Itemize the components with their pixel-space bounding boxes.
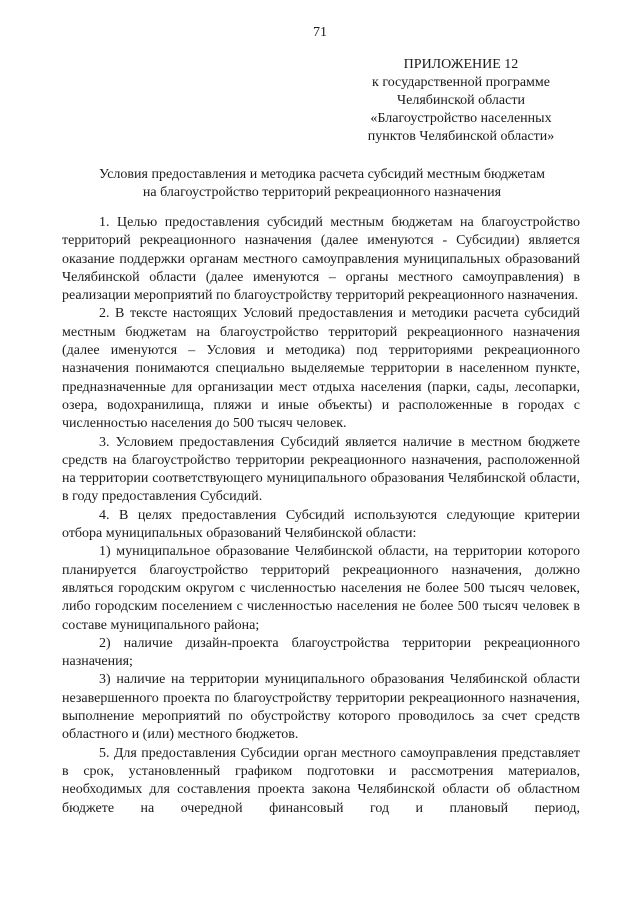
title-line: Условия предоставления и методика расчета субсидий местным бюджетам [98,167,545,182]
appendix-line: пунктов Челябинской области» [367,129,555,144]
document-body [62,214,580,818]
appendix-block [345,56,577,146]
criterion-1: 1) муниципальное образование Челябинской области, на территории которого планируется благоустройство территорий рекреационного назначения, должно являться городским округом с численностью населения не более 500 тысяч человек, либо городским поселением с численностью населения не более 500 тысяч человек в составе муниципального района; [62,544,580,633]
appendix-heading: ПРИЛОЖЕНИЕ 12 [403,57,519,72]
paragraph-5: 5. Для предоставления Субсидии орган местного самоуправления представляет в срок, установленный графиком подготовки и рассмотрения материалов, необходимых для составления проекта закона Челябинской области об областном бюджете на очередной финансовый год и плановый период, [62,745,580,816]
title-line: на благоустройство территорий рекреационного назначения [142,185,502,200]
appendix-line: «Благоустройство населенных [370,111,552,126]
criterion-2: 2) наличие дизайн-проекта благоустройства территории рекреационного назначения; [62,635,580,670]
appendix-line: Челябинской области [397,93,525,108]
document-title [62,166,582,202]
page-number: 71 [313,25,327,40]
paragraph-3: 3. Условием предоставления Субсидий является наличие в местном бюджете средств на благоустройство территории рекреационного назначения, расположенной на территории соответствующего муниципального образования Челябинской области, в году предоставления Субсидий. [62,434,580,505]
paragraph-4: 4. В целях предоставления Субсидий используются следующие критерии отбора муниципальных образований Челябинской области: [62,507,580,542]
criterion-3: 3) наличие на территории муниципального образования Челябинской области незавершенного проекта по благоустройству территории рекреационного назначения, выполнение мероприятий по обустройству которого проводилось за счет средств областного и (или) местного бюджетов. [62,672,580,743]
paragraph-2: 2. В тексте настоящих Условий предоставления и методики расчета субсидий местным бюджетам на благоустройство территорий рекреационного назначения (далее именуются – Условия и методика) под территориями рекреационного назначения понимаются специально выделяемые территории в населенном пункте, предназначенные для организации мест отдыха населения (парки, сады, лесопарки, озера, водохранилища, пляжи и иные объекты) и расположенные в городах с численностью населения до 500 тысяч человек. [62,306,580,432]
appendix-line: к государственной программе [372,75,550,90]
paragraph-1: 1. Целью предоставления субсидий местным бюджетам на благоустройство территорий рекреационного назначения (далее именуются - Субсидии) является оказание поддержки органам местного самоуправления муниципальных образований Челябинской области (далее именуются – органы местного самоуправления) в реализации мероприятий по благоустройству территорий рекреационного назначения. [62,215,580,304]
